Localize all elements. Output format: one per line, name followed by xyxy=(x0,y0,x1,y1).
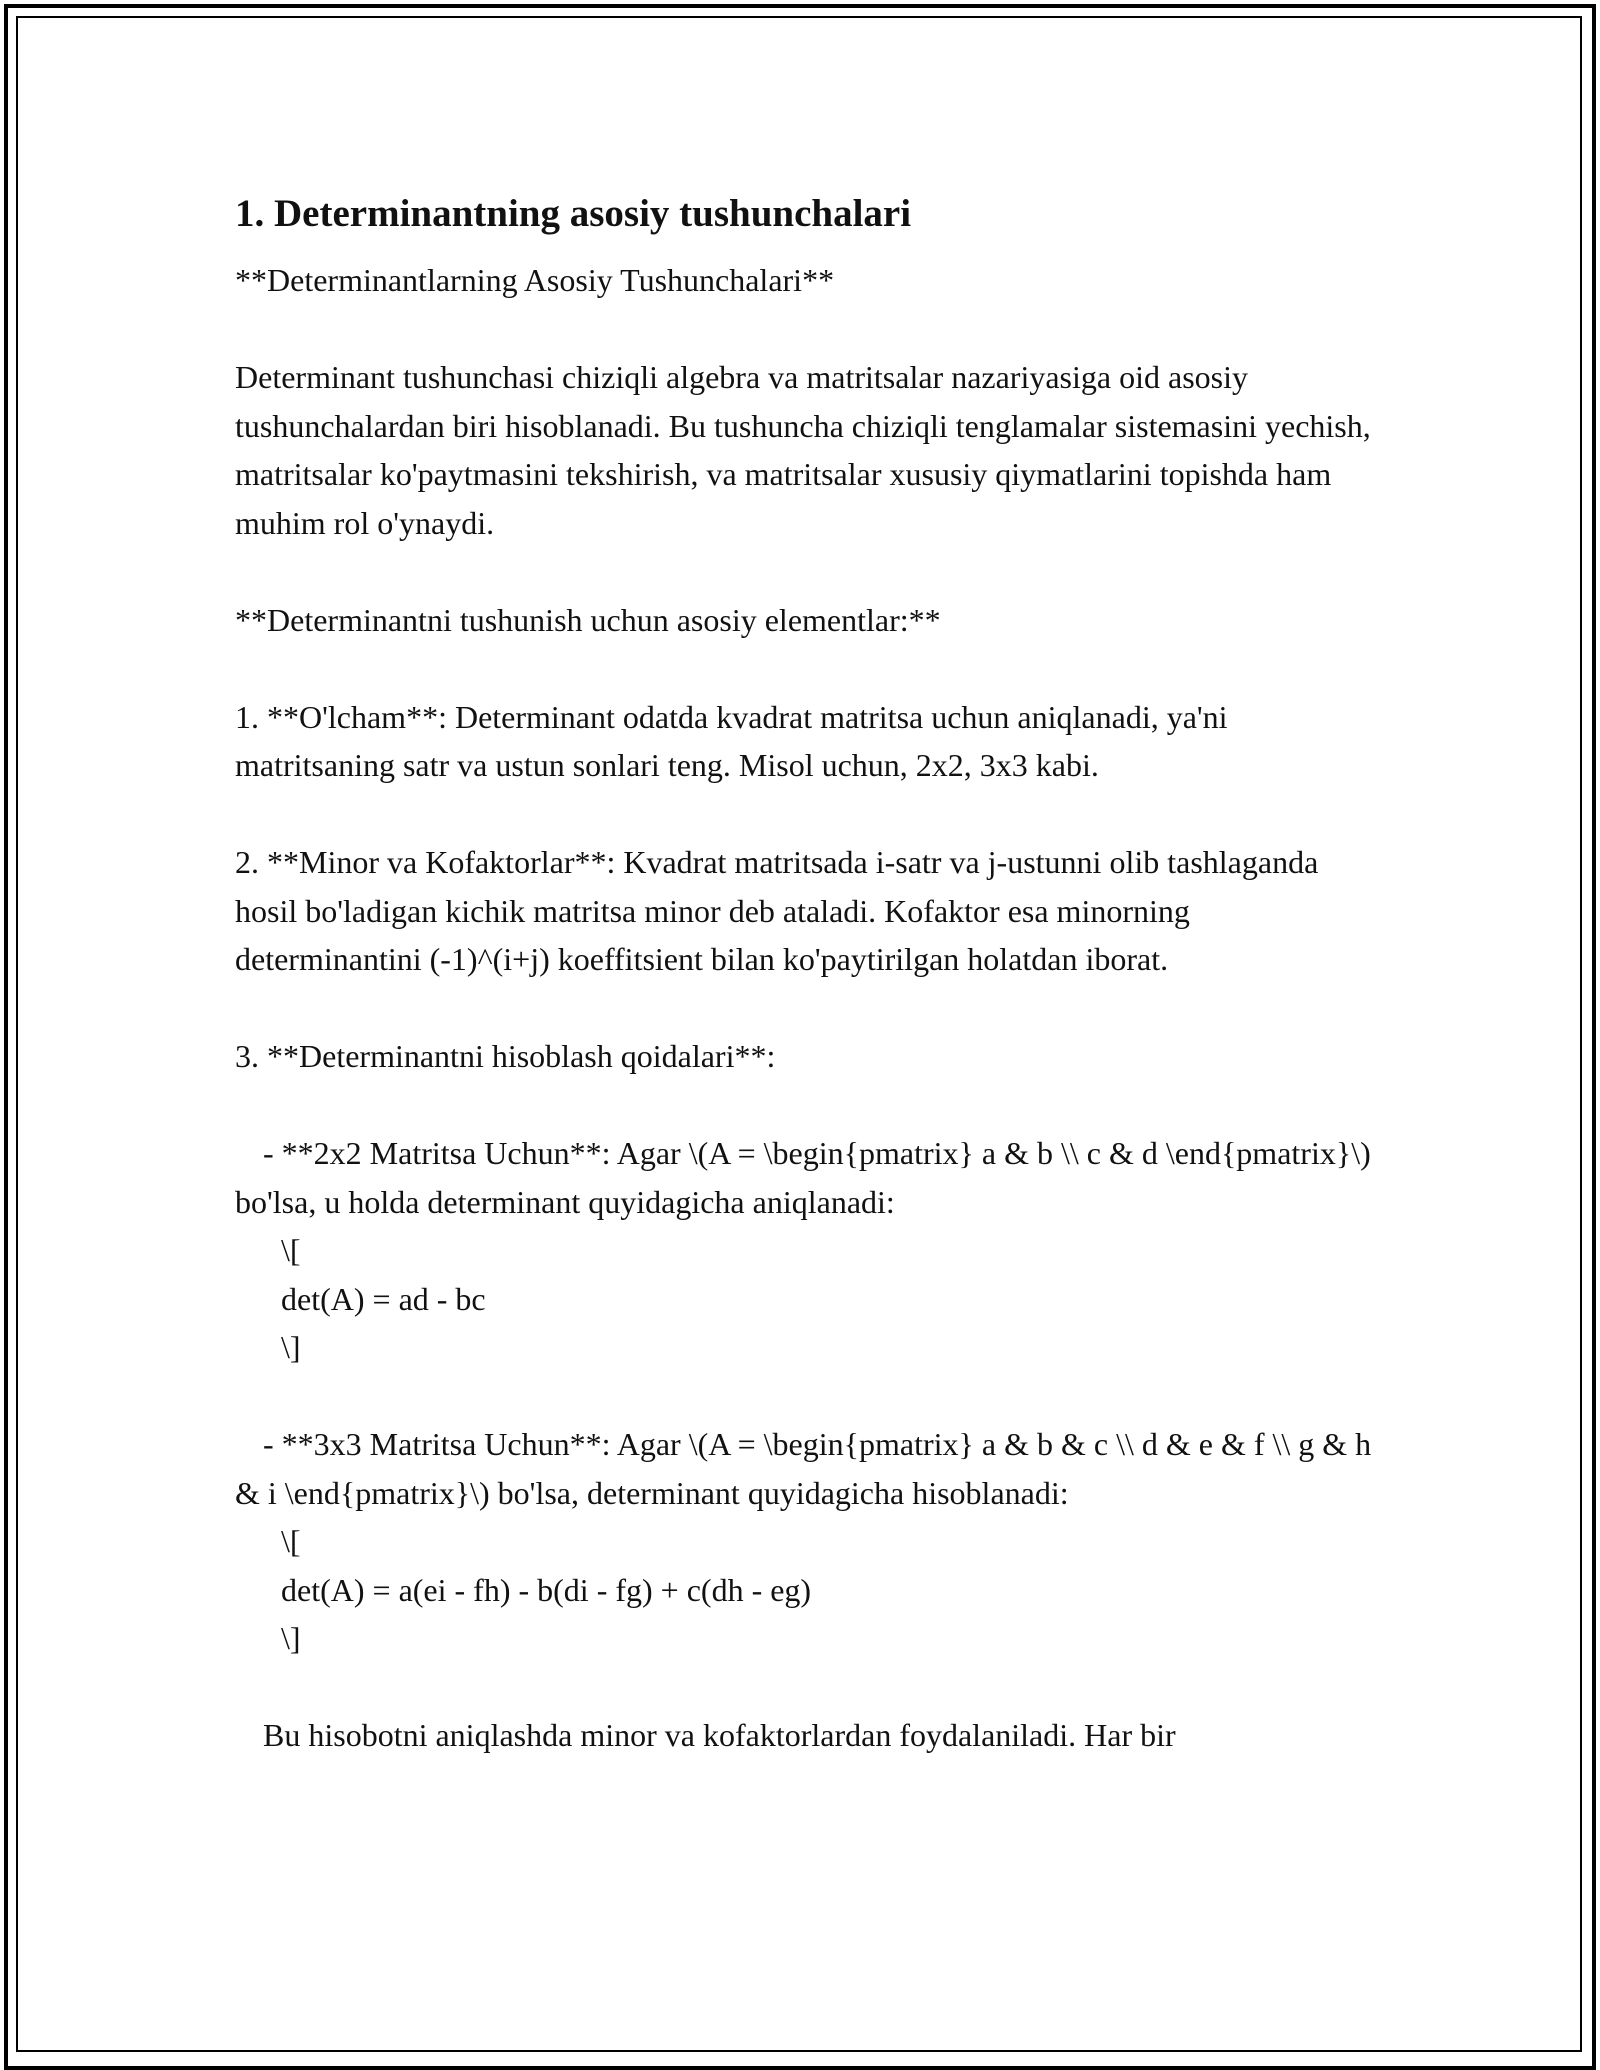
elements-heading: **Determinantni tushunish uchun asosiy elementlar:** xyxy=(235,601,941,638)
page-title: 1. Determinantning asosiy tushunchalari xyxy=(235,192,912,235)
bullet-2x2-matrix xyxy=(235,1129,1375,1226)
formula-2x2-close: \] xyxy=(281,1329,301,1365)
formula-3x3-open: \[ xyxy=(281,1523,301,1559)
formula-2x2-open: \[ xyxy=(281,1232,301,1268)
section-subtitle: **Determinantlarning Asosiy Tushunchalari** xyxy=(235,262,835,298)
bullet-3x3-text: - **3x3 Matritsa Uchun**: Agar \(A = \begin{pmatrix} a & b & c \\ d & e & f \\ g & h & i \end{pmatrix}\) bo'lsa, determinant quyidagicha hisoblanadi: xyxy=(235,1426,1372,1511)
formula-3x3-expression: det(A) = a(ei - fh) - b(di - fg) + c(dh - eg) xyxy=(281,1571,812,1608)
formula-3x3-close: \] xyxy=(281,1620,301,1656)
intro-paragraph: Determinant tushunchasi chiziqli algebra va matritsalar nazariyasiga oid asosiy tushunchalardan biri hisoblanadi. Bu tushuncha chiziqli tenglamalar sistemasini yechish, matritsalar ko'paytmasini tekshirish, va matritsalar xususiy qiymatlarini topishda ham muhim rol o'ynaydi. xyxy=(235,359,1371,541)
list-item-calculation-rules: 3. **Determinantni hisoblash qoidalari**: xyxy=(235,1038,776,1074)
document-body xyxy=(235,186,1375,1760)
formula-2x2-expression: det(A) = ad - bc xyxy=(281,1280,486,1317)
bullet-2x2-text: - **2x2 Matritsa Uchun**: Agar \(A = \begin{pmatrix} a & b \\ c & d \end{pmatrix}\) bo'lsa, u holda determinant quyidagicha aniqlanadi: xyxy=(235,1135,1371,1220)
bullet-3x3-matrix xyxy=(235,1420,1375,1517)
closing-paragraph: Bu hisobotni aniqlashda minor va kofaktorlardan foydalaniladi. Har bir xyxy=(263,1717,1176,1753)
formula-2x2 xyxy=(235,1226,1375,1372)
formula-3x3 xyxy=(235,1517,1375,1663)
list-item-size: 1. **O'lcham**: Determinant odatda kvadrat matritsa uchun aniqlanadi, ya'ni matritsaning satr va ustun sonlari teng. Misol uchun, 2x2, 3x3 kabi. xyxy=(235,698,1228,783)
list-item-minor-cofactor: 2. **Minor va Kofaktorlar**: Kvadrat matritsada i-satr va j-ustunni olib tashlaganda hosil bo'ladigan kichik matritsa minor deb ataladi. Kofaktor esa minorning determinantini (-1)^(i+j) koeffitsient bilan ko'paytirilgan holatdan iborat. xyxy=(235,844,1319,977)
